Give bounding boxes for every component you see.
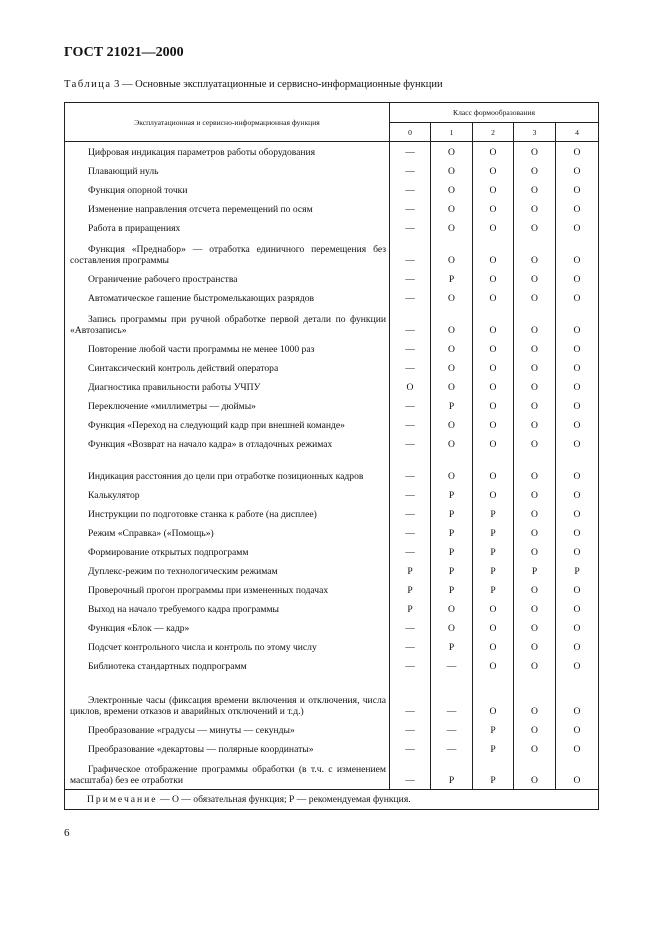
- function-text: Функция «Преднабор» — отработка единичного перемещения без составления программы: [70, 243, 386, 266]
- table-row: [65, 358, 599, 377]
- class-value-cell: —: [390, 415, 431, 434]
- class-value-cell: О: [473, 339, 514, 358]
- table-row: [65, 739, 599, 758]
- class-value-cell: Р: [473, 720, 514, 739]
- class-value-cell: Р: [431, 542, 473, 561]
- class-value-cell: О: [556, 637, 599, 656]
- class-value-cell: —: [390, 656, 431, 675]
- class-value-cell: О: [514, 415, 556, 434]
- function-cell: [65, 618, 390, 637]
- class-value-cell: О: [431, 199, 473, 218]
- class-value-cell: —: [390, 237, 431, 269]
- class-value-cell: О: [431, 237, 473, 269]
- table-row: [65, 199, 599, 218]
- class-value-cell: Р: [473, 542, 514, 561]
- class-value-cell: Р: [556, 561, 599, 580]
- table-row: [65, 339, 599, 358]
- function-text: Преобразование «декартовы — полярные координаты»: [88, 743, 314, 755]
- table-row: [65, 485, 599, 504]
- class-value-cell: —: [390, 199, 431, 218]
- function-cell: [65, 358, 390, 377]
- function-text: Синтаксический контроль действий оператора: [88, 362, 279, 374]
- function-cell: [65, 580, 390, 599]
- function-text: Функция «Блок — кадр»: [88, 622, 190, 634]
- table-row: [65, 377, 599, 396]
- class-value-cell: —: [390, 180, 431, 199]
- class-value-cell: Р: [473, 580, 514, 599]
- table-row: [65, 675, 599, 720]
- class-value-cell: О: [514, 288, 556, 307]
- function-cell: [65, 523, 390, 542]
- class-value-cell: —: [390, 396, 431, 415]
- function-cell: [65, 504, 390, 523]
- class-value-cell: Р: [390, 599, 431, 618]
- function-text: Ограничение рабочего пространства: [88, 273, 238, 285]
- class-value-cell: О: [556, 523, 599, 542]
- table-row: [65, 142, 599, 161]
- class-value-cell: О: [514, 675, 556, 720]
- class-value-cell: О: [431, 415, 473, 434]
- table-row: [65, 720, 599, 739]
- function-cell: [65, 675, 390, 720]
- class-value-cell: О: [473, 453, 514, 485]
- class-value-cell: Р: [514, 561, 556, 580]
- function-cell: [65, 161, 390, 180]
- class-value-cell: —: [390, 542, 431, 561]
- class-value-cell: О: [556, 618, 599, 637]
- class-value-cell: О: [514, 720, 556, 739]
- class-value-cell: О: [514, 307, 556, 339]
- table-row: [65, 453, 599, 485]
- class-value-cell: О: [556, 415, 599, 434]
- class-value-cell: О: [556, 269, 599, 288]
- function-cell: [65, 561, 390, 580]
- class-value-cell: О: [556, 504, 599, 523]
- function-cell: [65, 542, 390, 561]
- class-value-cell: О: [556, 739, 599, 758]
- class-value-cell: О: [556, 307, 599, 339]
- page-number: 6: [64, 827, 70, 839]
- function-text: Функция «Возврат на начало кадра» в отладочных режимах: [88, 438, 333, 450]
- class-value-cell: О: [431, 618, 473, 637]
- class-value-cell: О: [514, 358, 556, 377]
- function-text: Плавающий нуль: [88, 165, 159, 177]
- class-value-cell: Р: [431, 523, 473, 542]
- function-text: Библиотека стандартных подпрограмм: [88, 660, 247, 672]
- class-value-cell: О: [514, 142, 556, 161]
- class-value-cell: Р: [473, 504, 514, 523]
- class-value-cell: О: [514, 453, 556, 485]
- class-value-cell: О: [473, 485, 514, 504]
- class-value-cell: О: [431, 358, 473, 377]
- function-text: Переключение «миллиметры — дюймы»: [88, 400, 256, 412]
- table-row: [65, 269, 599, 288]
- class-value-cell: —: [390, 523, 431, 542]
- class-value-cell: О: [556, 675, 599, 720]
- class-value-cell: О: [514, 599, 556, 618]
- class-number-header: 2: [473, 123, 514, 142]
- class-value-cell: —: [390, 504, 431, 523]
- class-value-cell: О: [556, 161, 599, 180]
- class-value-cell: О: [514, 542, 556, 561]
- class-value-cell: О: [431, 218, 473, 237]
- class-value-cell: О: [514, 656, 556, 675]
- class-value-cell: О: [556, 434, 599, 453]
- class-value-cell: О: [556, 180, 599, 199]
- class-value-cell: Р: [390, 580, 431, 599]
- class-value-cell: О: [431, 599, 473, 618]
- class-value-cell: —: [390, 307, 431, 339]
- class-value-cell: —: [431, 656, 473, 675]
- function-text: Запись программы при ручной обработке первой детали по функции «Автозапись»: [70, 313, 386, 336]
- class-value-cell: О: [556, 237, 599, 269]
- class-value-cell: О: [431, 453, 473, 485]
- table-row: [65, 561, 599, 580]
- class-value-cell: О: [556, 377, 599, 396]
- function-cell: [65, 199, 390, 218]
- class-value-cell: О: [473, 415, 514, 434]
- function-text: Преобразование «градусы — минуты — секунды»: [88, 724, 295, 736]
- class-value-cell: О: [514, 377, 556, 396]
- class-value-cell: —: [390, 434, 431, 453]
- function-cell: [65, 637, 390, 656]
- class-value-cell: —: [390, 288, 431, 307]
- class-value-cell: Р: [473, 739, 514, 758]
- table-caption: [64, 79, 443, 90]
- class-value-cell: О: [556, 542, 599, 561]
- class-value-cell: О: [514, 218, 556, 237]
- table-row: [65, 758, 599, 790]
- class-value-cell: О: [514, 523, 556, 542]
- class-value-cell: О: [390, 377, 431, 396]
- functions-table: [64, 102, 599, 810]
- class-value-cell: —: [390, 269, 431, 288]
- class-value-cell: —: [390, 758, 431, 790]
- function-text: Проверочный прогон программы при измененных подачах: [88, 584, 329, 596]
- function-text: Формирование открытых подпрограмм: [88, 546, 249, 558]
- class-value-cell: О: [556, 485, 599, 504]
- class-value-cell: —: [431, 739, 473, 758]
- column-header-function: Эксплуатационная и сервисно-информационная функция: [65, 103, 390, 142]
- class-value-cell: О: [473, 161, 514, 180]
- class-number-header: 1: [431, 123, 473, 142]
- class-value-cell: О: [556, 358, 599, 377]
- class-value-cell: —: [390, 618, 431, 637]
- function-text: Режим «Справка» («Помощь»): [88, 527, 214, 539]
- class-value-cell: О: [473, 237, 514, 269]
- function-cell: [65, 218, 390, 237]
- function-text: Диагностика правильности работы УЧПУ: [88, 381, 261, 393]
- class-value-cell: О: [473, 434, 514, 453]
- function-cell: [65, 142, 390, 161]
- class-value-cell: О: [473, 599, 514, 618]
- function-text: Функция опорной точки: [88, 184, 188, 196]
- class-value-cell: —: [390, 739, 431, 758]
- class-value-cell: О: [431, 339, 473, 358]
- function-cell: [65, 339, 390, 358]
- table-row: [65, 288, 599, 307]
- class-value-cell: —: [390, 485, 431, 504]
- function-cell: [65, 307, 390, 339]
- class-value-cell: О: [514, 269, 556, 288]
- class-value-cell: О: [514, 237, 556, 269]
- class-value-cell: Р: [473, 758, 514, 790]
- class-value-cell: Р: [431, 504, 473, 523]
- class-value-cell: Р: [390, 561, 431, 580]
- class-value-cell: —: [431, 675, 473, 720]
- class-value-cell: О: [556, 580, 599, 599]
- table-row: [65, 637, 599, 656]
- function-cell: [65, 656, 390, 675]
- class-value-cell: О: [431, 142, 473, 161]
- class-value-cell: О: [514, 485, 556, 504]
- class-value-cell: О: [556, 218, 599, 237]
- class-value-cell: О: [556, 599, 599, 618]
- class-value-cell: О: [514, 504, 556, 523]
- class-value-cell: О: [473, 637, 514, 656]
- class-value-cell: О: [473, 618, 514, 637]
- class-value-cell: Р: [431, 637, 473, 656]
- class-value-cell: О: [514, 618, 556, 637]
- class-value-cell: Р: [431, 485, 473, 504]
- class-value-cell: О: [514, 339, 556, 358]
- class-value-cell: О: [473, 180, 514, 199]
- function-cell: [65, 269, 390, 288]
- function-text: Калькулятор: [88, 489, 140, 501]
- class-value-cell: Р: [431, 396, 473, 415]
- function-text: Изменение направления отсчета перемещений по осям: [88, 203, 313, 215]
- function-text: Цифровая индикация параметров работы оборудования: [88, 146, 316, 158]
- class-value-cell: О: [514, 434, 556, 453]
- class-value-cell: О: [473, 199, 514, 218]
- class-value-cell: —: [390, 453, 431, 485]
- class-value-cell: —: [390, 161, 431, 180]
- function-text: Функция «Переход на следующий кадр при внешней команде»: [88, 419, 345, 431]
- function-text: Выход на начало требуемого кадра программы: [88, 603, 280, 615]
- class-value-cell: О: [556, 453, 599, 485]
- table-row: [65, 542, 599, 561]
- function-cell: [65, 396, 390, 415]
- class-value-cell: Р: [473, 561, 514, 580]
- function-cell: [65, 453, 390, 485]
- table-row: [65, 504, 599, 523]
- note-label: Примечание: [87, 794, 158, 805]
- class-value-cell: О: [556, 142, 599, 161]
- class-value-cell: О: [514, 758, 556, 790]
- function-cell: [65, 288, 390, 307]
- class-value-cell: О: [514, 637, 556, 656]
- class-value-cell: —: [390, 142, 431, 161]
- class-value-cell: О: [514, 739, 556, 758]
- table-caption-text: 3 — Основные эксплуатационные и сервисно-информационные функции: [114, 79, 443, 90]
- class-value-cell: О: [514, 580, 556, 599]
- class-value-cell: О: [473, 656, 514, 675]
- column-header-class: Класс формообразования: [390, 103, 599, 123]
- class-value-cell: Р: [431, 561, 473, 580]
- function-cell: [65, 237, 390, 269]
- class-value-cell: Р: [473, 523, 514, 542]
- class-value-cell: —: [390, 339, 431, 358]
- function-cell: [65, 415, 390, 434]
- table-row: [65, 599, 599, 618]
- function-cell: [65, 739, 390, 758]
- class-value-cell: О: [473, 269, 514, 288]
- class-value-cell: О: [556, 199, 599, 218]
- class-value-cell: О: [473, 377, 514, 396]
- function-text: Индикация расстояния до цели при отработке позиционных кадров: [88, 470, 364, 482]
- class-value-cell: Р: [431, 758, 473, 790]
- table-row: [65, 307, 599, 339]
- class-value-cell: —: [390, 675, 431, 720]
- table-row: [65, 523, 599, 542]
- function-cell: [65, 377, 390, 396]
- class-value-cell: О: [556, 758, 599, 790]
- function-text: Инструкции по подготовке станка к работе (на дисплее): [88, 508, 317, 520]
- table-row: [65, 618, 599, 637]
- table-row: [65, 580, 599, 599]
- class-value-cell: —: [390, 637, 431, 656]
- function-cell: [65, 180, 390, 199]
- class-value-cell: О: [431, 377, 473, 396]
- function-text: Повторение любой части программы не менее 1000 раз: [88, 343, 315, 355]
- function-text: Автоматическое гашение быстромелькающих разрядов: [88, 292, 315, 304]
- class-value-cell: О: [473, 307, 514, 339]
- class-value-cell: —: [390, 720, 431, 739]
- function-text: Подсчет контрольного числа и контроль по этому числу: [88, 641, 317, 653]
- class-value-cell: О: [473, 396, 514, 415]
- table-row: [65, 415, 599, 434]
- document-header: ГОСТ 21021—2000: [64, 45, 184, 60]
- class-value-cell: О: [431, 288, 473, 307]
- class-value-cell: О: [473, 358, 514, 377]
- class-value-cell: О: [514, 199, 556, 218]
- class-value-cell: О: [431, 161, 473, 180]
- table-caption-label: Таблица: [64, 79, 112, 90]
- class-value-cell: О: [514, 180, 556, 199]
- table-row: [65, 237, 599, 269]
- function-cell: [65, 485, 390, 504]
- class-value-cell: О: [556, 396, 599, 415]
- class-value-cell: О: [473, 675, 514, 720]
- note-text: — О — обязательная функция; Р — рекомендуемая функция.: [159, 794, 411, 805]
- class-value-cell: О: [556, 656, 599, 675]
- function-text: Графическое отображение программы обработки (в т.ч. с изменением масштаба) без ее отработки: [70, 764, 386, 786]
- class-number-header: 0: [390, 123, 431, 142]
- class-value-cell: О: [514, 396, 556, 415]
- function-cell: [65, 599, 390, 618]
- class-value-cell: О: [431, 307, 473, 339]
- function-cell: [65, 434, 390, 453]
- function-text: Работа в приращениях: [88, 222, 181, 234]
- function-text: Электронные часы (фиксация времени включения и отключения, числа циклов, времени отказов и аварийных отключений и т.д.): [70, 694, 386, 717]
- table-row: [65, 434, 599, 453]
- class-value-cell: Р: [431, 269, 473, 288]
- class-value-cell: О: [514, 161, 556, 180]
- class-value-cell: О: [473, 288, 514, 307]
- class-value-cell: —: [390, 218, 431, 237]
- table-row: [65, 180, 599, 199]
- class-number-header: 3: [514, 123, 556, 142]
- class-number-header: 4: [556, 123, 599, 142]
- table-note-row: [65, 790, 599, 810]
- class-value-cell: —: [431, 720, 473, 739]
- function-cell: [65, 720, 390, 739]
- class-value-cell: О: [556, 339, 599, 358]
- class-value-cell: О: [431, 180, 473, 199]
- function-cell: [65, 758, 390, 790]
- table-row: [65, 218, 599, 237]
- table-row: [65, 656, 599, 675]
- class-value-cell: —: [390, 358, 431, 377]
- class-value-cell: О: [473, 142, 514, 161]
- class-value-cell: О: [556, 288, 599, 307]
- class-value-cell: О: [556, 720, 599, 739]
- class-value-cell: О: [473, 218, 514, 237]
- class-value-cell: О: [431, 434, 473, 453]
- table-row: [65, 161, 599, 180]
- table-row: [65, 396, 599, 415]
- class-value-cell: Р: [431, 580, 473, 599]
- table-note: [65, 790, 599, 810]
- function-text: Дуплекс-режим по технологическим режимам: [88, 565, 278, 577]
